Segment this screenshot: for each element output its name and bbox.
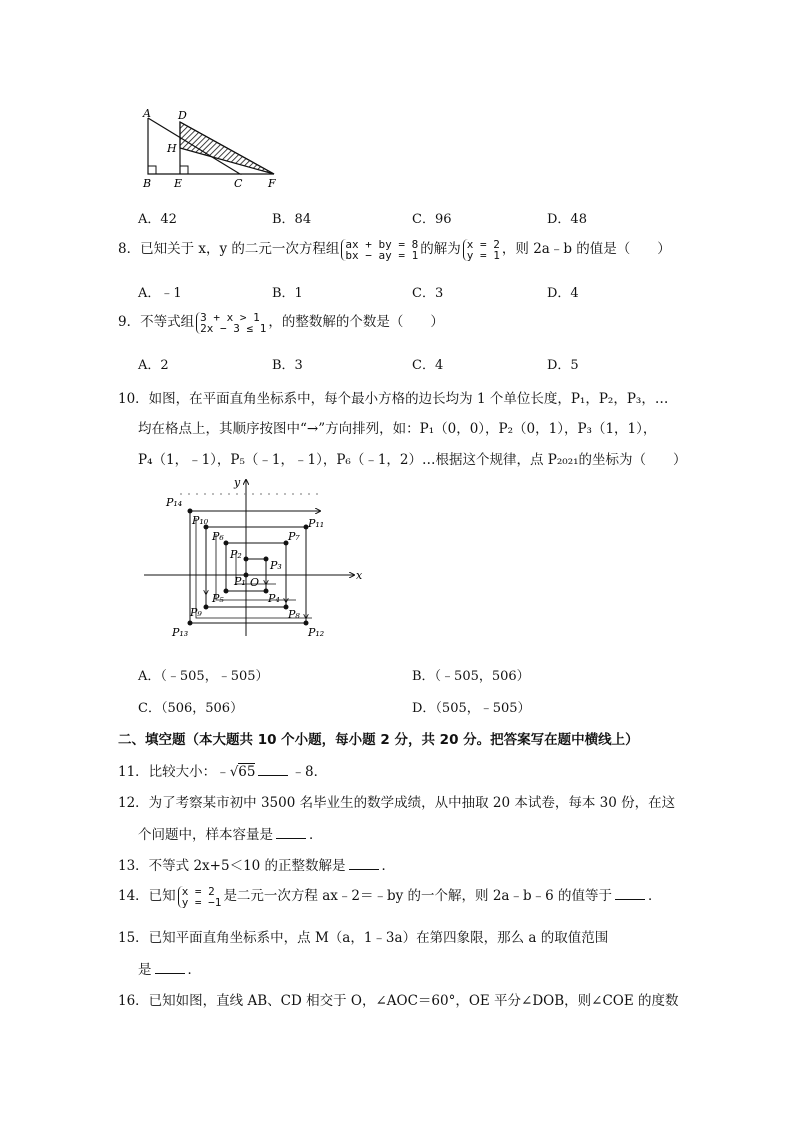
q9-option-d[interactable]: D．5 bbox=[547, 358, 579, 373]
q10-line2: 均在格点上，其顺序按图中“→”方向排列，如：P₁（0，0），P₂（0，1），P₃（1，1）， bbox=[138, 421, 657, 437]
q8-solution: x = 2 y = 1 bbox=[463, 239, 500, 261]
label-e: E bbox=[174, 177, 183, 190]
label-h: H bbox=[167, 142, 177, 155]
label-p10: P₁₀ bbox=[192, 514, 209, 527]
label-p12: P₁₂ bbox=[308, 626, 325, 639]
label-p9: P₉ bbox=[190, 606, 202, 619]
q14-system: x = 2 y = −1 bbox=[178, 886, 222, 908]
label-p8: P₈ bbox=[288, 608, 300, 621]
question-8 bbox=[118, 237, 671, 261]
q10-option-a[interactable]: A．（﹣505，﹣505） bbox=[138, 669, 269, 684]
point-p13 bbox=[188, 621, 193, 626]
q9-system: 3 + x > 1 2x − 3 ≤ 1 bbox=[196, 312, 266, 334]
label-p4: P₄ bbox=[268, 592, 280, 605]
q16-line1: 16．已知如图，直线 AB、CD 相交于 O，∠AOC＝60°，OE 平分∠DOB，则∠COE 的度数 bbox=[118, 993, 679, 1009]
q9-suffix: ，的整数解的个数是（ ） bbox=[268, 314, 444, 330]
q8-option-b[interactable]: B．1 bbox=[272, 286, 303, 301]
label-p14: P₁₄ bbox=[166, 496, 183, 509]
q8-mid: 的解为 bbox=[420, 241, 461, 257]
label-p5: P₅ bbox=[212, 592, 224, 605]
origin-label: O bbox=[250, 576, 260, 589]
q8-option-c[interactable]: C．3 bbox=[412, 286, 444, 301]
q7-option-b[interactable]: B．84 bbox=[272, 212, 312, 227]
q8-system: ax + by = 8 bx − ay = 1 bbox=[341, 239, 418, 261]
q15-line1: 15．已知平面直角坐标系中，点 M（a，1﹣3a）在第四象限，那么 a 的取值范围 bbox=[118, 930, 609, 946]
section-2-title: 二、填空题（本大题共 10 个小题，每小题 2 分，共 20 分。把答案写在题中横线上） bbox=[118, 732, 639, 748]
y-axis-label: y bbox=[234, 476, 241, 489]
spiral-grid-figure bbox=[140, 474, 370, 640]
q10-line3: P₄（1，﹣1），P₅（﹣1，﹣1），P₆（﹣1，2）…根据这个规律，点 P₂₀₂₁的坐标为（ ） bbox=[138, 452, 687, 468]
label-b: B bbox=[143, 177, 152, 190]
label-p13: P₁₃ bbox=[172, 626, 189, 639]
label-p2: P₂ bbox=[230, 548, 242, 561]
sqrt-expression: √65 bbox=[229, 764, 256, 780]
label-p1: P₁ bbox=[234, 575, 246, 588]
q8-option-a[interactable]: A．﹣1 bbox=[138, 286, 182, 301]
q8-prefix: 8．已知关于 x，y 的二元一次方程组 bbox=[118, 241, 340, 257]
q14-answer-blank[interactable] bbox=[615, 887, 645, 900]
label-p11: P₁₁ bbox=[308, 517, 325, 530]
q8-suffix: ，则 2a﹣b 的值是（ ） bbox=[501, 241, 671, 257]
q11-suffix: ﹣8． bbox=[291, 764, 328, 780]
point-p12 bbox=[304, 621, 309, 626]
q13-answer-blank[interactable] bbox=[349, 857, 379, 870]
q10-option-b[interactable]: B．（﹣505，506） bbox=[412, 669, 530, 684]
question-14: 14．已知 x = 2 y = −1 是二元一次方程 ax﹣2＝﹣by 的一个解，则 2a﹣b﹣6 的值等于 ． bbox=[118, 884, 662, 909]
label-c: C bbox=[234, 177, 243, 190]
q10-option-c[interactable]: C．（506，506） bbox=[138, 701, 244, 716]
right-angle-e bbox=[180, 166, 188, 174]
q11-prefix: 11．比较大小：﹣ bbox=[118, 764, 230, 780]
q15-answer-blank[interactable] bbox=[155, 961, 185, 974]
point-p5 bbox=[224, 589, 229, 594]
q7-option-c[interactable]: C．96 bbox=[412, 212, 452, 227]
question-9 bbox=[118, 310, 444, 334]
q9-option-c[interactable]: C．4 bbox=[412, 358, 444, 373]
label-f: F bbox=[268, 177, 276, 190]
q7-option-a[interactable]: A．42 bbox=[138, 212, 177, 227]
label-p6: P₆ bbox=[212, 530, 224, 543]
point-p3 bbox=[264, 557, 269, 562]
q9-prefix: 9．不等式组 bbox=[118, 314, 195, 330]
q10-option-d[interactable]: D．（505，﹣505） bbox=[412, 701, 531, 716]
question-12-line2: 个问题中，样本容量是 ． bbox=[138, 827, 323, 843]
q8-option-d[interactable]: D．4 bbox=[547, 286, 579, 301]
point-p6 bbox=[224, 541, 229, 546]
q12-line1: 12．为了考察某市初中 3500 名毕业生的数学成绩，从中抽取 20 本试卷，每本 30 份，在这 bbox=[118, 795, 676, 811]
question-13: 13．不等式 2x+5＜10 的正整数解是 ． bbox=[118, 858, 396, 874]
triangle-figure bbox=[136, 104, 286, 192]
label-p7: P₇ bbox=[288, 530, 300, 543]
point-p9 bbox=[204, 605, 209, 610]
right-angle-b bbox=[148, 166, 156, 174]
q7-option-d[interactable]: D．48 bbox=[547, 212, 587, 227]
question-15-line2: 是 ． bbox=[138, 962, 201, 978]
label-a: A bbox=[143, 107, 151, 120]
q10-line1: 10．如图，在平面直角坐标系中，每个最小方格的边长均为 1 个单位长度，P₁，P₂，P₃，… bbox=[118, 391, 669, 407]
q11-answer-blank[interactable] bbox=[258, 763, 288, 776]
label-p3: P₃ bbox=[270, 559, 282, 572]
q9-option-b[interactable]: B．3 bbox=[272, 358, 303, 373]
question-11 bbox=[118, 760, 327, 780]
point-p14 bbox=[188, 509, 193, 514]
q12-answer-blank[interactable] bbox=[276, 826, 306, 839]
point-p2 bbox=[244, 557, 249, 562]
label-d: D bbox=[178, 109, 187, 122]
x-axis-label: x bbox=[356, 569, 363, 582]
q9-option-a[interactable]: A．2 bbox=[138, 358, 169, 373]
